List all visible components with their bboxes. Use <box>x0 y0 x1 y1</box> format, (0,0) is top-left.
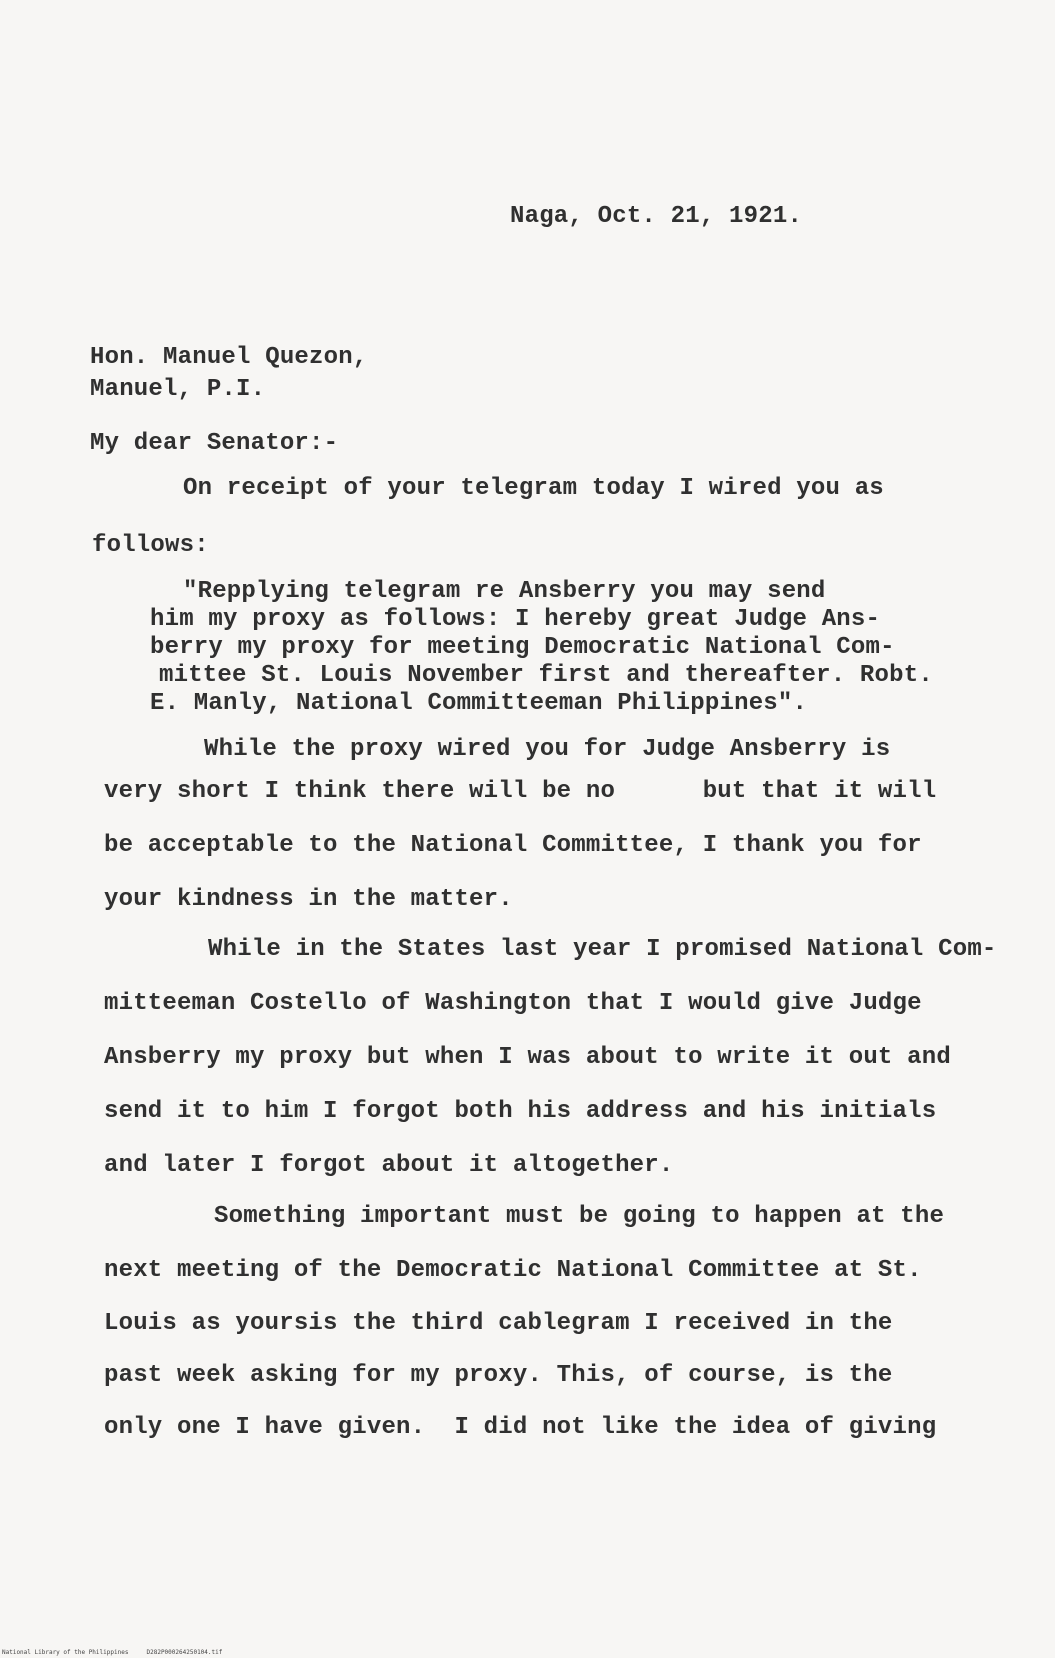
intro-line: On receipt of your telegram today I wired you as <box>183 475 884 502</box>
telegram-quote-line: mittee St. Louis November first and thereafter. Robt. <box>159 662 933 689</box>
paragraph-line: Louis as yoursis the third cablegram I received in the <box>104 1310 893 1337</box>
paragraph-line: mitteeman Costello of Washington that I would give Judge <box>104 990 922 1017</box>
paragraph-line: past week asking for my proxy. This, of course, is the <box>104 1362 893 1389</box>
addressee-location: Manuel, P.I. <box>90 376 266 403</box>
intro-line: follows: <box>92 532 209 559</box>
telegram-quote-line: berry my proxy for meeting Democratic National Com- <box>150 634 895 661</box>
addressee-name: Hon. Manuel Quezon, <box>90 344 368 371</box>
paragraph-line: be acceptable to the National Committee, I thank you for <box>104 832 922 859</box>
paragraph-line: send it to him I forgot both his address and his initials <box>104 1098 937 1125</box>
paragraph-line: very short I think there will be no but that it will <box>104 778 937 805</box>
paragraph-line: and later I forgot about it altogether. <box>104 1152 674 1179</box>
salutation: My dear Senator:- <box>90 430 339 457</box>
paragraph-line: next meeting of the Democratic National Committee at St. <box>104 1257 922 1284</box>
paragraph-line: Something important must be going to happen at the <box>214 1203 945 1230</box>
telegram-quote-line: "Repplying telegram re Ansberry you may send <box>183 578 826 605</box>
telegram-quote-line: E. Manly, National Committeeman Philippines". <box>150 690 808 717</box>
paragraph-line: While in the States last year I promised National Com- <box>208 936 997 963</box>
telegram-quote-line: him my proxy as follows: I hereby great Judge Ans- <box>150 606 881 633</box>
paragraph-line: While the proxy wired you for Judge Ansberry is <box>204 736 891 763</box>
paragraph-line: your kindness in the matter. <box>104 886 513 913</box>
paragraph-line: Ansberry my proxy but when I was about to write it out and <box>104 1044 951 1071</box>
archive-footer: National Library of the Philippines D282P000264250104.tif <box>2 1649 223 1656</box>
paragraph-line: only one I have given. I did not like the idea of giving <box>104 1414 937 1441</box>
letter-date: Naga, Oct. 21, 1921. <box>510 203 803 230</box>
